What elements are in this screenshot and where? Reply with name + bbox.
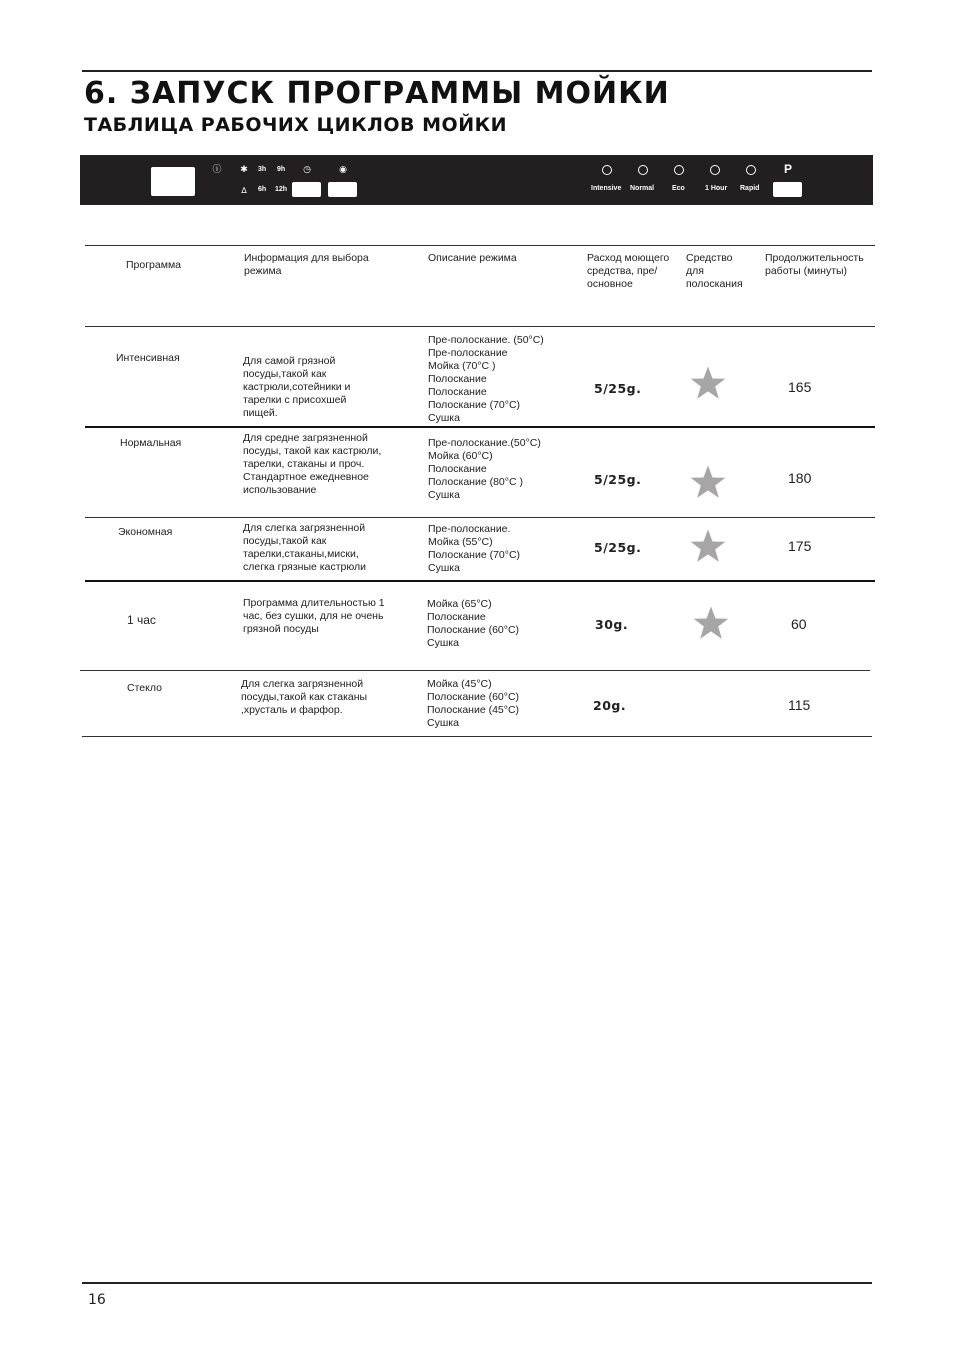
row-normal-description [428, 437, 578, 502]
desc-step: Мойка (45°C) [427, 678, 492, 690]
row-rule-2 [85, 517, 875, 518]
program-button-box [773, 182, 802, 197]
header-description: Описание режима [428, 252, 517, 264]
desc-step: Полоскание (70°C) [428, 399, 521, 411]
header-rule [85, 326, 875, 327]
desc-step: Пре-полоскание. [428, 523, 511, 535]
program-button-label: P [784, 162, 793, 176]
row-intensive-duration: 165 [788, 379, 812, 395]
delay-timer-icon: ◷ [303, 165, 311, 175]
row-eco-info: Для слегка загрязненной посуды,такой как тарелки,стаканы,миски, слегка грязные кастрюли [243, 522, 366, 573]
desc-step: Сушка [428, 489, 460, 501]
row-eco-description [428, 523, 578, 575]
row-1hour-program: 1 час [127, 613, 156, 627]
option-button-box [328, 182, 357, 197]
desc-step: Полоскание (60°C) [427, 624, 520, 636]
row-glass-description [427, 678, 577, 730]
header-program: Программа [126, 259, 182, 271]
rinse-aid-star-icon [690, 365, 726, 401]
row-rule-1 [85, 426, 875, 428]
desc-step: Полоскание [428, 373, 487, 385]
desc-step: Мойка (60°C) [428, 450, 493, 462]
program-label-1hour: 1 Hour [705, 185, 728, 192]
program-label-intensive: Intensive [591, 185, 622, 192]
desc-step: Пре-полоскание.(50°C) [428, 437, 541, 449]
desc-step: Пре-полоскание [428, 347, 508, 359]
row-normal-detergent: 5/25g. [594, 472, 642, 487]
power-icon: ⓘ [212, 165, 222, 175]
row-rule-4 [80, 670, 870, 671]
row-normal-duration: 180 [788, 470, 812, 486]
program-label-rapid: Rapid [740, 185, 760, 192]
desc-step: Сушка [427, 637, 459, 649]
row-intensive-info: Для самой грязной посуды,такой как кастрюли,сотейники и тарелки с присохшей пищей. [243, 355, 351, 419]
row-rule-3 [85, 580, 875, 582]
row-glass-info: Для слегка загрязненной посуды,такой как стаканы ,хрусталь и фарфор. [241, 678, 368, 716]
desc-step: Полоскание (80°C ) [428, 476, 523, 488]
desc-step: Мойка (55°C) [428, 536, 493, 548]
delay-9h-label: 9h [277, 166, 286, 173]
desc-step: Сушка [427, 717, 459, 729]
delay-button-box [292, 182, 321, 197]
page-title: 6. ЗАПУСК ПРОГРАММЫ МОЙКИ [84, 76, 670, 111]
rinse-aid-star-icon [693, 605, 729, 641]
desc-step: Сушка [428, 412, 460, 424]
row-1hour-detergent: 30g. [595, 617, 629, 632]
desc-step: Полоскание (45°C) [427, 704, 520, 716]
program-label-eco: Eco [672, 185, 685, 192]
normal-icon [638, 165, 648, 175]
row-eco-program: Экономная [118, 526, 173, 538]
desc-step: Мойка (70°C ) [428, 360, 496, 372]
display-window [151, 167, 195, 196]
desc-step: Полоскание [428, 463, 487, 475]
row-1hour-description [427, 598, 577, 650]
row-1hour-info: Программа длительностью 1 час, без сушки, для не очень грязной посуды [243, 597, 385, 635]
row-1hour-duration: 60 [791, 616, 807, 632]
control-panel [80, 155, 873, 205]
intensive-icon [602, 165, 612, 175]
top-rule [82, 70, 872, 72]
page-subtitle: ТАБЛИЦА РАБОЧИХ ЦИКЛОВ МОЙКИ [84, 114, 508, 136]
rinse-aid-star-icon [690, 464, 726, 500]
delay-3h-label: 3h [258, 166, 267, 173]
program-label-normal: Normal [630, 185, 655, 192]
eco-icon [674, 165, 684, 175]
desc-step: Пре-полоскание. (50°C) [428, 334, 544, 346]
row-glass-detergent: 20g. [593, 698, 627, 713]
delay-6h-label: 6h [258, 186, 267, 193]
one-hour-icon [710, 165, 720, 175]
desc-step: Сушка [428, 562, 460, 574]
desc-step: Полоскание (70°C) [428, 549, 521, 561]
delay-12h-label: 12h [275, 186, 288, 193]
row-intensive-description [428, 334, 578, 425]
row-glass-duration: 115 [788, 697, 811, 713]
row-eco-duration: 175 [788, 538, 812, 554]
desc-step: Полоскание [428, 386, 487, 398]
half-load-icon: ✱ [240, 165, 248, 175]
table-top-rule [85, 245, 875, 246]
header-detergent: Расход моющего средства, пре/основное [587, 252, 670, 290]
desc-step: Мойка (65°C) [427, 598, 492, 610]
row-normal-program: Нормальная [120, 437, 182, 449]
rinse-aid-icon: ◉ [339, 165, 347, 175]
header-info: Информация для выбора режима [244, 252, 369, 277]
desc-step: Полоскание (60°C) [427, 691, 520, 703]
row-glass-program: Стекло [127, 682, 162, 694]
rinse-aid-star-icon [690, 528, 726, 564]
row-eco-detergent: 5/25g. [594, 540, 642, 555]
rapid-icon [746, 165, 756, 175]
page-number: 16 [88, 1292, 106, 1308]
row-intensive-detergent: 5/25g. [594, 381, 642, 396]
salt-icon: ∆ [241, 186, 247, 195]
footer-rule [82, 1282, 872, 1284]
row-normal-info: Для средне загрязненной посуды, такой как кастрюли, тарелки, стаканы и проч. Стандартное ежедневное использование [243, 432, 382, 496]
row-intensive-program: Интенсивная [116, 352, 180, 364]
table-bottom-rule [82, 736, 872, 737]
desc-step: Полоскание [427, 611, 486, 623]
header-duration: Продолжительность работы (минуты) [765, 252, 864, 277]
header-rinse-aid: Средство для полоскания [686, 252, 743, 290]
